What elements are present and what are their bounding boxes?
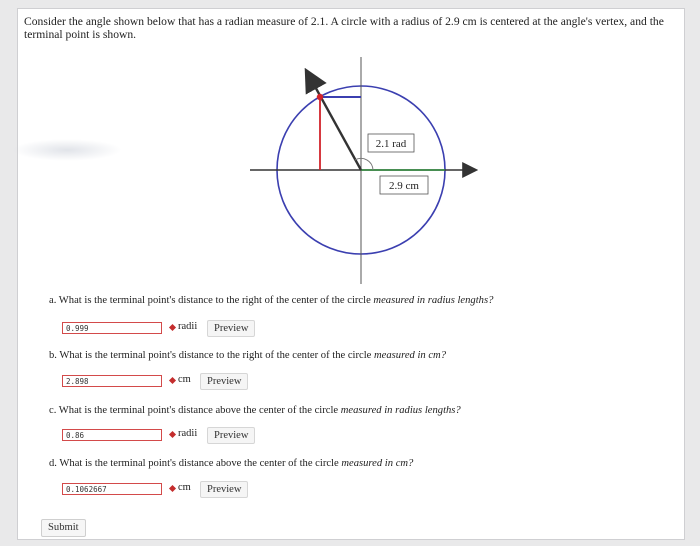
radius-label: 2.9 cm (389, 180, 419, 192)
incorrect-icon (169, 431, 176, 438)
answer-a-unit: radii (178, 321, 198, 332)
question-card (17, 8, 685, 540)
answer-c-preview-button[interactable]: Preview (207, 427, 255, 444)
question-prompt: Consider the angle shown below that has a radian measure of 2.1. A circle with a radius of 2.9 cm is centered at the angle's vertex, and the terminal point is shown. (24, 15, 664, 41)
answer-a-input[interactable]: 0.999 (62, 322, 162, 334)
incorrect-icon (169, 324, 176, 331)
incorrect-icon (169, 485, 176, 492)
submit-button[interactable]: Submit (41, 519, 86, 537)
angle-figure (18, 9, 686, 309)
answer-c-input[interactable]: 0.86 (62, 429, 162, 441)
terminal-point (317, 94, 323, 100)
incorrect-icon (169, 377, 176, 384)
answer-b-input[interactable]: 2.898 (62, 375, 162, 387)
question-c: c. What is the terminal point's distance above the center of the circle measured in radius lengths? (49, 405, 461, 416)
answer-d-unit: cm (178, 482, 191, 493)
question-b: b. What is the terminal point's distance to the right of the center of the circle measured in cm? (49, 350, 446, 361)
answer-c-unit: radii (178, 428, 198, 439)
answer-a-preview-button[interactable]: Preview (207, 320, 255, 337)
answer-d-preview-button[interactable]: Preview (200, 481, 248, 498)
angle-label: 2.1 rad (375, 138, 407, 150)
question-a: a. What is the terminal point's distance to the right of the center of the circle measured in radius lengths? (49, 295, 494, 306)
answer-d-input[interactable]: 0.1062667 (62, 483, 162, 495)
question-d: d. What is the terminal point's distance above the center of the circle measured in cm? (49, 458, 414, 469)
answer-b-unit: cm (178, 374, 191, 385)
answer-b-preview-button[interactable]: Preview (200, 373, 248, 390)
